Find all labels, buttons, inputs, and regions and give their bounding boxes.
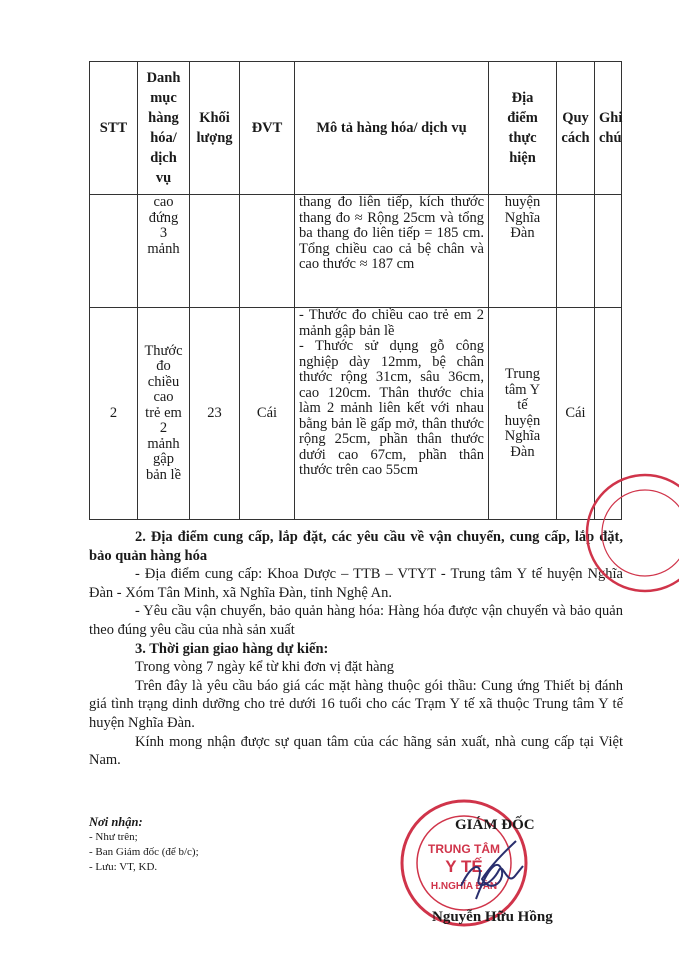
margin-stamp-icon [579,471,679,596]
goods-table [89,61,622,520]
row1-name: cao đứng 3 mảnh [138,195,190,308]
table-row [90,308,622,520]
header-stt: STT [90,62,138,195]
row2-stt: 2 [90,308,138,520]
signatory-name: Nguyễn Hữu Hồng [432,909,553,925]
recipient-item: - Như trên; [89,831,138,843]
section3-heading: 3. Thời gian giao hàng dự kiến: [135,640,329,657]
row2-name: Thước đo chiều cao trẻ em 2 mảnh gập bản lề [138,308,190,520]
section3-delivery: Trong vòng 7 ngày kể từ khi đơn vị đặt hàng [135,659,395,676]
row2-unit: Cái [240,308,295,520]
header-mo-ta: Mô tả hàng hóa/ dịch vụ [295,62,489,195]
header-khoi-luong: Khối lượng [190,62,240,195]
header-danh-muc: Danh mục hàng hóa/ dịch vụ [138,62,190,195]
row1-location: huyện Nghĩa Đàn [489,195,557,308]
table-row [90,195,622,308]
recipients-title: Nơi nhận: [89,815,143,829]
row1-unit [240,195,295,308]
stamp-line3: H.NGHĨA ĐÀN [430,881,498,892]
row2-qty: 23 [190,308,240,520]
row1-note [595,195,622,308]
section-2 [89,528,623,770]
header-dia-diem: Địa điểm thực hiện [489,62,557,195]
closing-request: Trên đây là yêu cầu báo giá các mặt hàng thuộc gói thầu: Cung ứng Thiết bị đánh giá tình trạng dinh dưỡng cho trẻ dưới 16 tuổi cho các Trạm Y tế xã thuộc Trung tâm Y tế huyện Nghĩa Đàn. [89,677,623,731]
header-ghi-chu: Ghi chú [595,62,622,195]
header-dvt: ĐVT [240,62,295,195]
stamp-line1: TRUNG TÂM [428,842,500,856]
row1-spec [557,195,595,308]
row2-desc: - Thước đo chiều cao trẻ em 2 mảnh gập bản lề - Thước sử dụng gỗ công nghiệp dày 12mm, bệ chân thước rộng 31cm, sâu 36cm, cao 120cm. Thân thước chia làm 2 mảnh liên kết với nhau bằng bản lề gấp mở, thân thước rộng 25cm, phần thân thước dưới cao 67cm, phần thân thước trên cao 55cm [295,308,489,520]
row1-qty [190,195,240,308]
recipients-block [89,815,199,875]
row1-desc: thang đo liên tiếp, kích thước thang đo ≈ Rộng 25cm và tổng ba thang đo liên tiếp = 185 cm. Tổng chiều cao cả bệ chân và cao thước ≈ 187 cm [295,195,489,308]
section2-heading: 2. Địa điểm cung cấp, lắp đặt, các yêu cầu về vận chuyển, cung cấp, lắp đặt, bảo quản hàng hóa [89,529,623,564]
closing-thanks: Kính mong nhận được sự quan tâm của các hãng sản xuất, nhà cung cấp tại Việt Nam. [89,733,623,769]
table-header-row [90,62,622,195]
signature-icon [457,856,527,896]
header-quy-cach: Quy cách [557,62,595,195]
signature-position: GIÁM ĐỐC [455,817,535,833]
section2-transport: - Yêu cầu vận chuyển, bảo quản hàng hóa: Hàng hóa được vận chuyển và bảo quản theo đúng yêu cầu của nhà sản xuất [89,603,623,638]
section2-location: - Địa điểm cung cấp: Khoa Dược – TTB – VTYT - Trung tâm Y tế huyện Nghĩa Đàn - Xóm Tân Minh, xã Nghĩa Đàn, tỉnh Nghệ An. [89,566,623,601]
stamp-line2: Y TẾ [445,857,483,876]
row2-location: Trung tâm Y tế huyện Nghĩa Đàn [489,308,557,520]
row2-spec: Cái [557,308,595,520]
recipient-item: - Ban Giám đốc (để b/c); [89,846,199,858]
row1-stt [90,195,138,308]
recipient-item: - Lưu: VT, KD. [89,861,158,873]
